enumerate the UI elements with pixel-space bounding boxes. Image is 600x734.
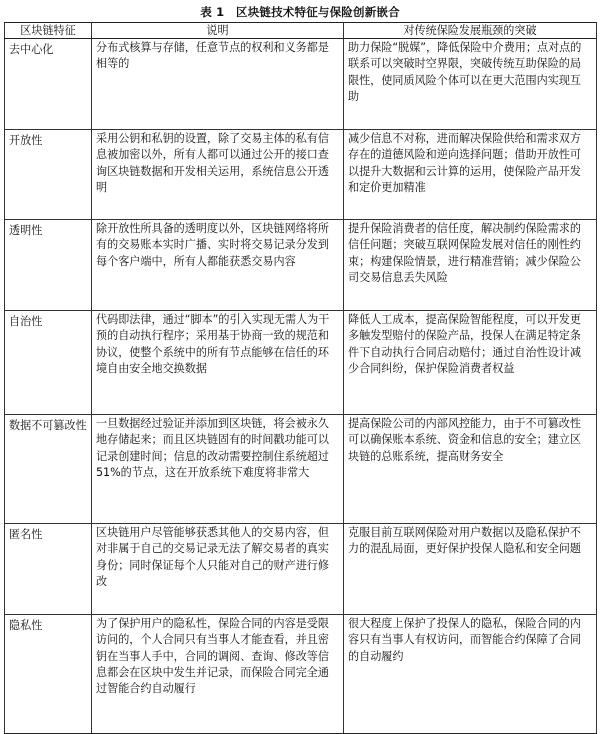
table-row <box>5 39 597 130</box>
description-cell: 分布式核算与存储，任意节点的权利和义务都是相等的 <box>92 39 344 130</box>
description-cell: 采用公钥和私钥的设置，除了交易主体的私有信息被加密以外，所有人都可以通过公开的接口查询区块链数据和开发相关运用，系统信息公开透明 <box>92 130 344 220</box>
header-description: 说明 <box>92 23 344 39</box>
description-cell: 为了保护用户的隐私性，保险合同的内容是受限访问的，个人合同只有当事人才能查看，并且密钥在当事人手中，合同的调阅、查询、修改等信息都会在区块中发生并记录，而保险合同完全通过智能合约自动履行 <box>92 615 344 734</box>
breakthrough-cell: 克服目前互联网保险对用户数据以及隐私保护不力的混乱局面，更好保护投保人隐私和安全问题 <box>344 524 597 615</box>
breakthrough-cell: 降低人工成本，提高保险智能程度，可以开发更多触发型赔付的保险产品，投保人在满足特定条件下自动执行合同启动赔付；通过自治性设计减少合同纠纷，保护保险消费者权益 <box>344 311 597 415</box>
breakthrough-cell: 很大程度上保护了投保人的隐私，保险合同的内容只有当事人有权访问，而智能合约保障了合同的自动履约 <box>344 615 597 734</box>
table-row <box>5 311 597 415</box>
table-row <box>5 615 597 734</box>
table-row <box>5 130 597 220</box>
description-cell: 除开放性所具备的透明度以外，区块链网络将所有的交易账本实时广播、实时将交易记录分发到每个客户端中，所有人都能获悉交易内容 <box>92 220 344 311</box>
description-cell: 代码即法律，通过“脚本”的引入实现无需人为干预的自动执行程序；采用基于协商一致的规范和协议，使整个系统中的所有节点能够在信任的环境自由安全地交换数据 <box>92 311 344 415</box>
breakthrough-cell: 提高保险公司的内部风控能力，由于不可篡改性可以确保账本系统、资金和信息的安全；建立区块链的总账系统，提高财务安全 <box>344 415 597 524</box>
blockchain-insurance-table <box>4 22 597 734</box>
table-row <box>5 524 597 615</box>
feature-cell: 匿名性 <box>5 524 92 615</box>
breakthrough-cell: 提升保险消费者的信任度，解决制约保险需求的信任问题；突破互联网保险发展对信任的刚性约束；构建保险情景，进行精准营销；减少保险公司交易信息丢失风险 <box>344 220 597 311</box>
feature-cell: 数据不可篡改性 <box>5 415 92 524</box>
feature-cell: 去中心化 <box>5 39 92 130</box>
table-title: 表 1 区块链技术特征与保险创新嵌合 <box>200 5 400 19</box>
table-row <box>5 220 597 311</box>
description-cell: 区块链用户尽管能够获悉其他人的交易内容，但对非属于自己的交易记录无法了解交易者的真实身份；同时保证每个人只能对自己的财产进行修改 <box>92 524 344 615</box>
feature-cell: 透明性 <box>5 220 92 311</box>
description-cell: 一旦数据经过验证并添加到区块链，将会被永久地存储起来；而且区块链固有的时间戳功能可以记录创建时间；信息的改动需要控制住系统超过 51%的节点，这在开放系统下难度将非常大 <box>92 415 344 524</box>
feature-cell: 隐私性 <box>5 615 92 734</box>
table-header-row <box>5 23 597 39</box>
feature-cell: 自治性 <box>5 311 92 415</box>
feature-cell: 开放性 <box>5 130 92 220</box>
breakthrough-cell: 减少信息不对称，进而解决保险供给和需求双方存在的道德风险和逆向选择问题；借助开放性可以提升大数据和云计算的运用，使保险产品开发和定价更加精准 <box>344 130 597 220</box>
header-feature: 区块链特征 <box>5 23 92 39</box>
table-row <box>5 415 597 524</box>
header-breakthrough: 对传统保险发展瓶颈的突破 <box>344 23 597 39</box>
breakthrough-cell: 助力保险“脱媒”，降低保险中介费用；点对点的联系可以突破时空界限，突破传统互助保险的局限性，使同质风险个体可以在更大范围内实现互助 <box>344 39 597 130</box>
